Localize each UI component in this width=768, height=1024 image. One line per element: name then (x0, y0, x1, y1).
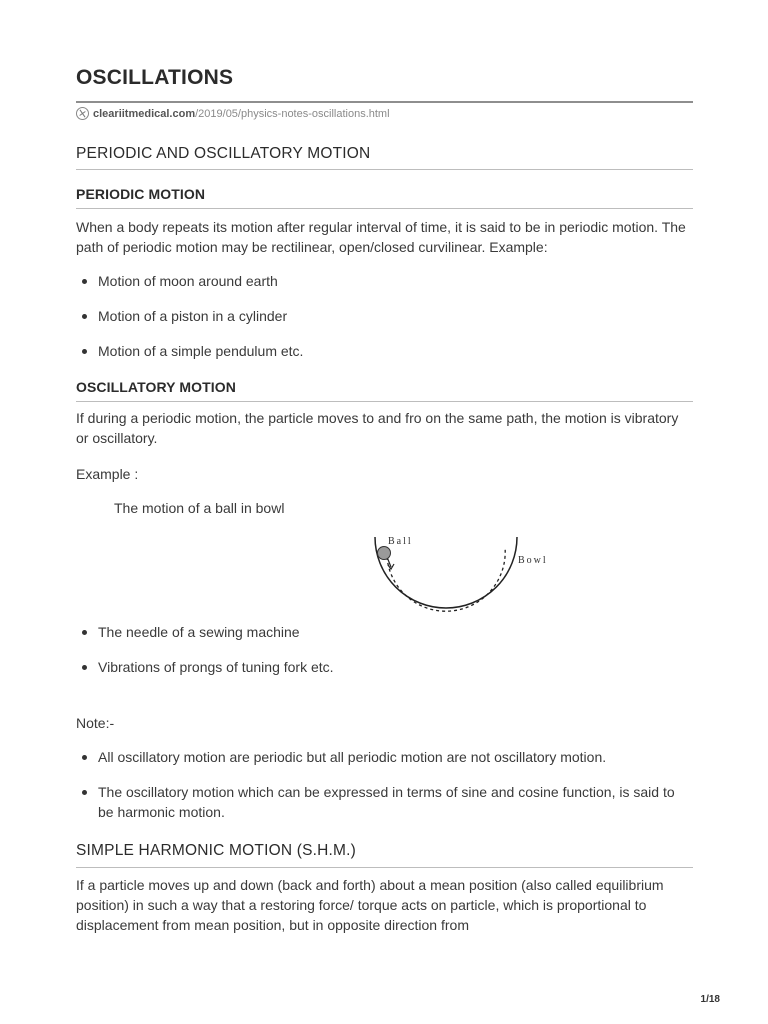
title-divider (76, 101, 693, 103)
subheading-divider (76, 208, 693, 209)
note-label: Note:- (76, 715, 115, 731)
section-divider (76, 867, 693, 868)
list-item: The needle of a sewing machine (98, 622, 300, 642)
list-item: Motion of a simple pendulum etc. (98, 341, 303, 361)
bowl-label: Bowl (518, 555, 548, 566)
oscillatory-motion-paragraph: If during a periodic motion, the particle moves to and fro on the same path, the motion is vibratory or oscillatory. (76, 410, 679, 446)
bullet-icon (82, 755, 87, 760)
ball-label: Ball (388, 536, 413, 547)
subheading-periodic-motion: PERIODIC MOTION (76, 186, 206, 202)
bullet-icon (82, 790, 87, 795)
subheading-divider (76, 401, 693, 402)
section-heading-periodic-oscillatory: PERIODIC AND OSCILLATORY MOTION (76, 145, 371, 162)
page-title: OSCILLATIONS (76, 66, 234, 89)
shm-paragraph: If a particle moves up and down (back and forth) about a mean position (also called equilibrium position) in such a way that a restoring force/ torque acts on particle, which is proportional to displacement from mean position, but in opposite direction from (76, 877, 664, 933)
list-item: Motion of a piston in a cylinder (98, 306, 287, 326)
periodic-motion-paragraph: When a body repeats its motion after regular interval of time, it is said to be in periodic motion. The path of periodic motion may be rectilinear, open/closed curvilinear. Example: (76, 219, 686, 255)
ball-in-bowl-diagram (366, 533, 556, 613)
link-icon (76, 107, 89, 120)
source-link[interactable] (76, 107, 390, 120)
bullet-icon (82, 665, 87, 670)
motion-path (387, 547, 505, 611)
list-item: Motion of moon around earth (98, 271, 278, 291)
list-item: The oscillatory motion which can be expressed in terms of sine and cosine function, is said to be harmonic motion. (98, 782, 688, 822)
source-path: /2019/05/physics-notes-oscillations.html (195, 107, 390, 120)
section-divider (76, 169, 693, 170)
example-text: The motion of a ball in bowl (114, 500, 285, 516)
source-domain: cleariitmedical.com (93, 107, 196, 120)
bowl-curve (375, 537, 517, 608)
list-item: Vibrations of prongs of tuning fork etc. (98, 657, 334, 677)
subheading-oscillatory-motion: OSCILLATORY MOTION (76, 379, 236, 395)
section-heading-shm: SIMPLE HARMONIC MOTION (S.H.M.) (76, 842, 357, 859)
bullet-icon (82, 314, 87, 319)
ball-icon (378, 547, 391, 560)
example-label: Example : (76, 466, 139, 482)
bullet-icon (82, 279, 87, 284)
bullet-icon (82, 349, 87, 354)
bullet-icon (82, 630, 87, 635)
page-number: 1/18 (700, 994, 720, 1005)
list-item: All oscillatory motion are periodic but all periodic motion are not oscillatory motion. (98, 747, 693, 767)
